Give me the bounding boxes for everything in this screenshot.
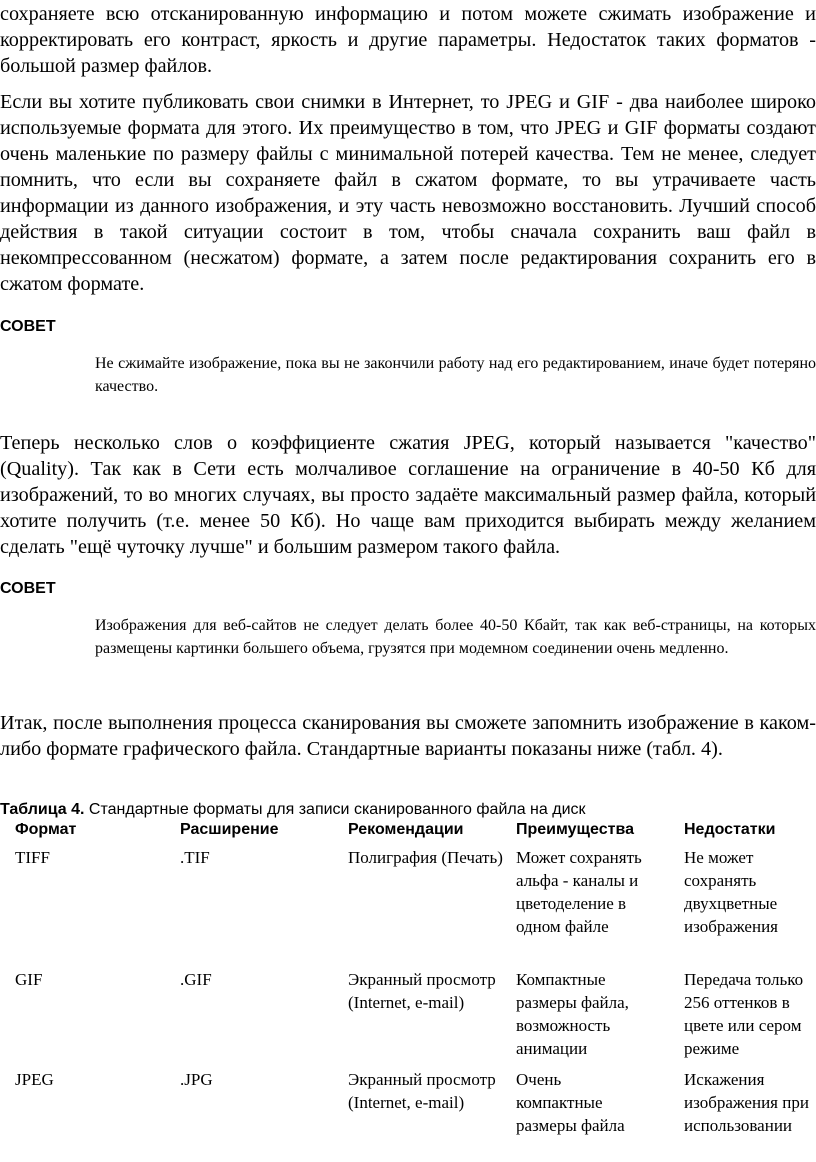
paragraph-jpeg-gif: Если вы хотите публиковать свои снимки в Интернет, то JPEG и GIF - два наиболее широко используемые формата для этого. Их преимущество в том, что JPEG и GIF форматы создают очень маленькие по размеру файлы с минимальной потерей качества. Тем не менее, следует помнить, что если вы сохраняете файл в сжатом формате, то вы утрачиваете часть информации из данного изображения, и эту часть невозможно восстановить. Лучший способ действия в такой ситуации состоит в том, чтобы сначала сохранить ваш файл в некомпрессованном (несжатом) формате, а затем после редактирования сохранить его в сжатом формате. <box>0 91 816 295</box>
table-cell: .JPG <box>180 1070 213 1089</box>
table-caption-text: Стандартные форматы для записи сканированного файла на диск <box>84 801 586 818</box>
table-header-format: Формат <box>15 821 77 838</box>
table-header-disadvantages: Недостатки <box>684 821 776 838</box>
advice-text: Изображения для веб-сайтов не следует делать более 40-50 Кбайт, так как веб-страницы, на которых размещены картинки большего объема, грузятся при модемном соединении очень медленно. <box>95 617 816 657</box>
table-cell: Очень компактные размеры файла <box>516 1070 625 1135</box>
table-cell: Передача только 256 оттенков в цвете или сером режиме <box>684 970 804 1058</box>
table-cell: GIF <box>15 970 43 989</box>
table-cell: .TIF <box>180 848 210 867</box>
paragraph-conclusion: Итак, после выполнения процесса сканирования вы сможете запомнить изображение в каком-либо формате графического файла. Стандартные варианты показаны ниже (табл. 4). <box>0 712 816 760</box>
table-cell: JPEG <box>15 1070 54 1089</box>
table-cell: TIFF <box>15 848 50 867</box>
table-caption-label: Таблица 4. <box>0 801 85 818</box>
table-header-advantages: Преимущества <box>516 821 634 838</box>
advice-heading: СОВЕТ <box>0 318 56 335</box>
table-cell: Экранный просмотр (Internet, e-mail) <box>348 970 496 1012</box>
advice-text: Не сжимайте изображение, пока вы не закончили работу над его редактированием, иначе будет потеряно качество. <box>95 355 816 395</box>
advice-heading: СОВЕТ <box>0 580 56 597</box>
table-caption <box>0 801 586 819</box>
table-cell: Экранный просмотр (Internet, e-mail) <box>348 1070 496 1112</box>
table-cell: Не может сохранять двухцветные изображения <box>684 848 778 936</box>
table-header-recommendations: Рекомендации <box>348 821 464 838</box>
paragraph-intro: сохраняете всю отсканированную информацию и потом можете сжимать изображение и корректировать его контраст, яркость и другие параметры. Недостаток таких форматов - большой размер файлов. <box>0 3 816 77</box>
table-cell: Компактные размеры файла, возможность анимации <box>516 970 629 1058</box>
table-cell: Искажения изображения при использовании <box>684 1070 809 1135</box>
paragraph-quality: Теперь несколько слов о коэффициенте сжатия JPEG, который называется "качество" (Quality). Так как в Сети есть молчаливое соглашение на ограничение в 40-50 Кб для изображений, то во многих случаях, вы просто задаёте максимальный размер файла, который хотите получить (т.е. менее 50 Кб). Но чаще вам приходится выбирать между желанием сделать "ещё чуточку лучше" и большим размером такого файла. <box>0 432 816 558</box>
table-cell: .GIF <box>180 970 212 989</box>
table-cell: Может сохранять альфа - каналы и цветоделение в одном файле <box>516 848 642 936</box>
table-header-extension: Расширение <box>180 821 279 838</box>
table-cell: Полиграфия (Печать) <box>348 848 503 867</box>
